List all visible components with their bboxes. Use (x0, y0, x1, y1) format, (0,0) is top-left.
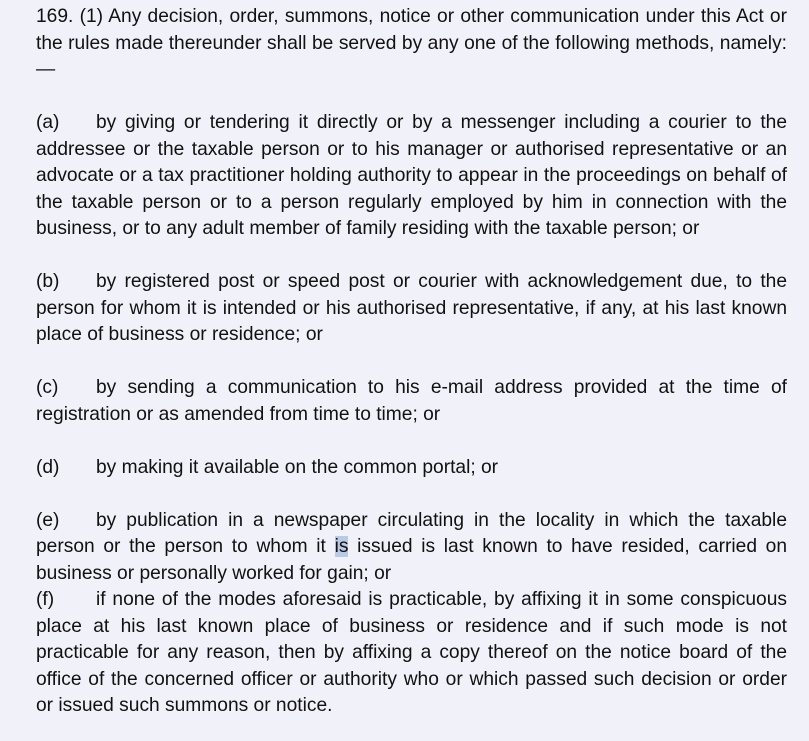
clause-b-label: (b) (36, 271, 60, 292)
clause-f (36, 587, 787, 720)
section-169-body (36, 4, 787, 720)
clause-b-text: by registered post or speed post or courier with acknowledgement due, to the person for whom it is intended or his authorised representative, if any, at his last known place of business or residence; or (36, 271, 787, 345)
clause-a-text: by giving or tendering it directly or by a messenger including a courier to the addressee or the taxable person or to his manager or authorised representative or an advocate or a tax practitioner holding authority to appear in the proceedings on behalf of the taxable person or to a person regularly employed by him in connection with the business, or to any adult member of family residing with the taxable person; or (36, 112, 787, 239)
clause-f-text: if none of the modes aforesaid is practicable, by affixing it in some conspicuous place at his last known place of business or residence and if such mode is not practicable for any reason, then by affixing a copy thereof on the notice board of the office of the concerned officer or authority who or which passed such decision or order or issued such summons or notice. (36, 589, 787, 716)
clause-e (36, 508, 787, 588)
clause-e-text-before: by publication in a newspaper circulating in the locality in which the taxable person or the person to whom it (36, 509, 787, 557)
clause-e-text-after: issued is last known to have resided, carried on business or personally worked for gain; or (36, 536, 788, 584)
clause-d (36, 455, 787, 482)
clause-d-text: by making it available on the common portal; or (96, 456, 499, 478)
clause-b (36, 269, 787, 349)
clause-c-label: (c) (36, 377, 59, 398)
clause-e-label: (e) (36, 509, 60, 531)
section-intro (36, 4, 787, 84)
section-intro-text: 169. (1) Any decision, order, summons, notice or other communication under this Act or the rules made thereunder shall be served by any one of the following methods, namely:— (36, 6, 787, 80)
selected-text-highlight[interactable]: is (334, 536, 349, 557)
clause-f-label: (f) (36, 589, 55, 610)
clause-d-label: (d) (36, 456, 60, 478)
clause-a-label: (a) (36, 112, 60, 133)
clause-c-text: by sending a communication to his e-mail address provided at the time of registration or as amended from time to time; or (36, 377, 787, 425)
clause-c (36, 375, 787, 428)
clause-a (36, 110, 787, 243)
